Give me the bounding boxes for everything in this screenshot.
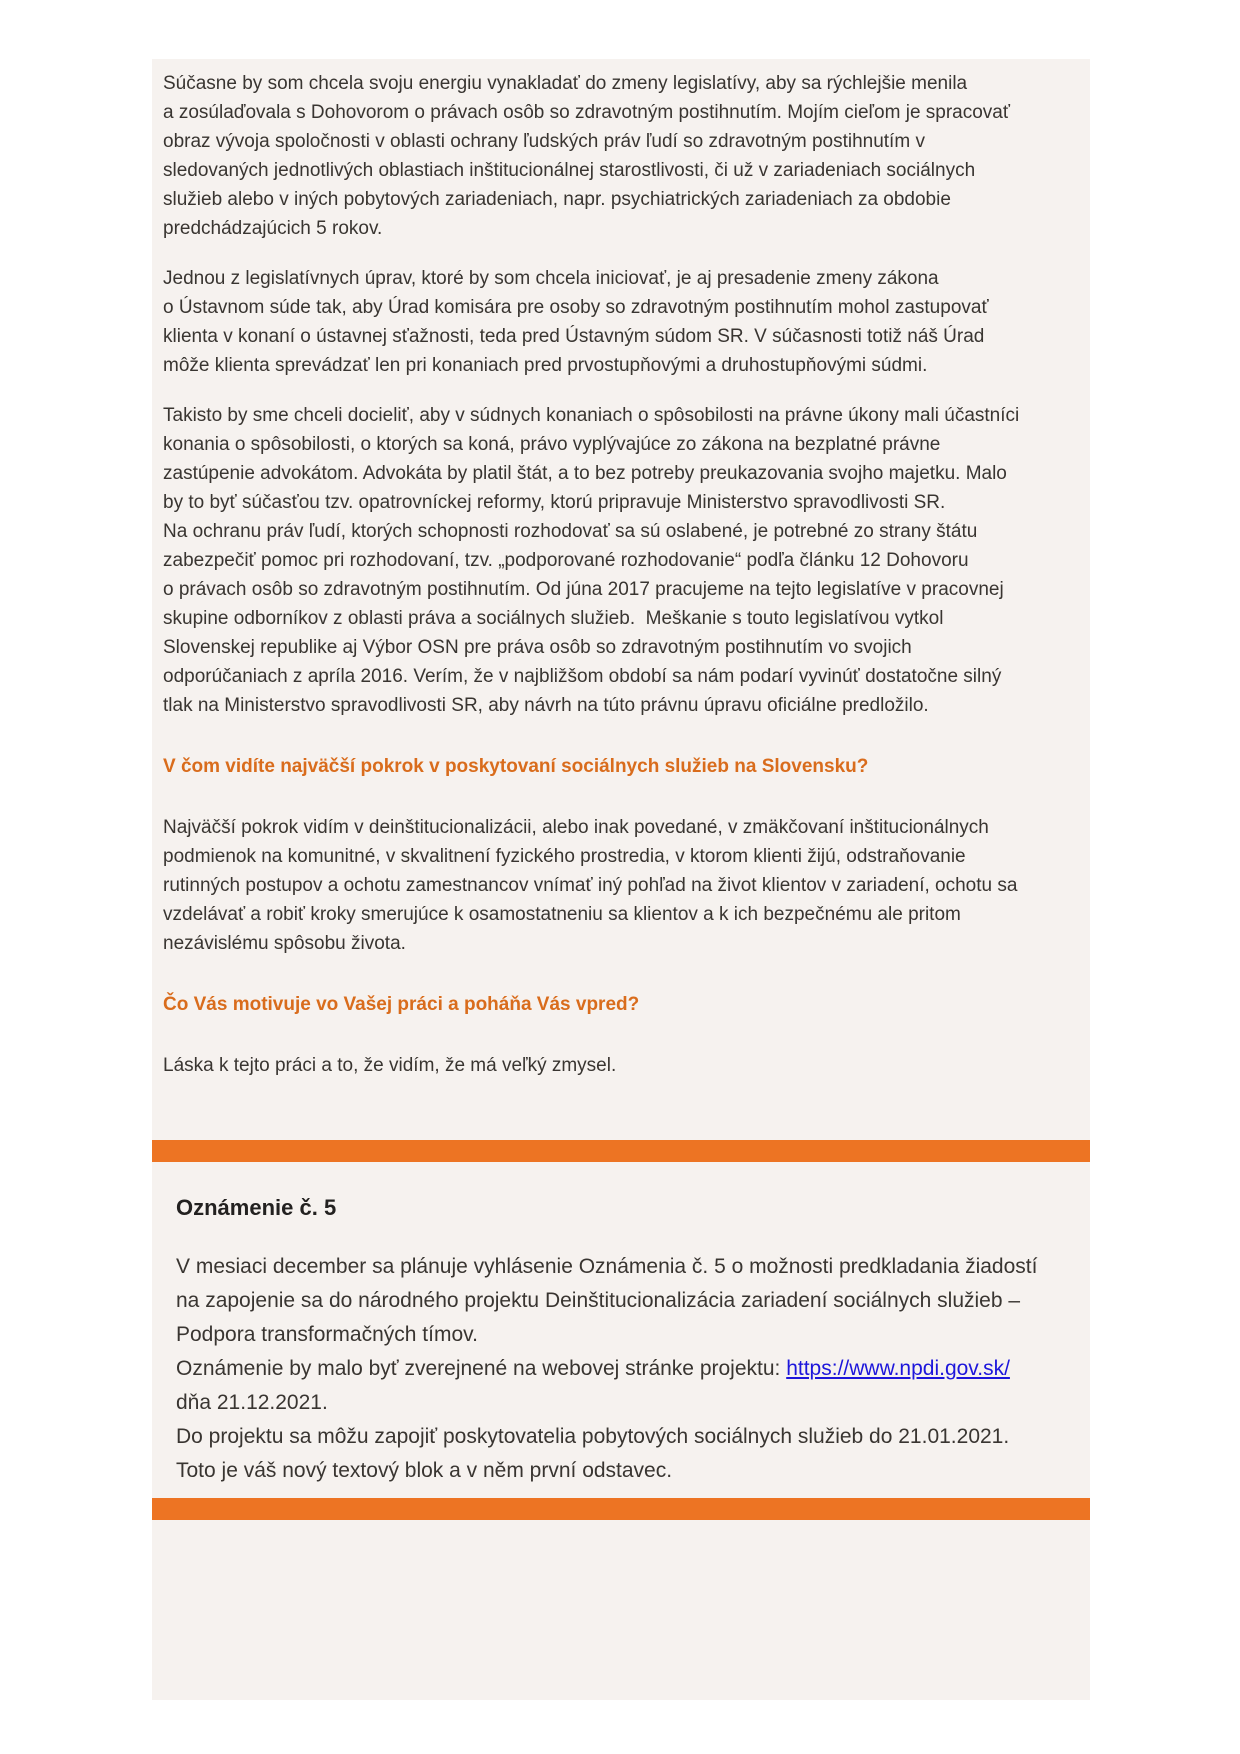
announcement-line [176, 1454, 1070, 1488]
paragraph [163, 69, 1070, 243]
text-line: zabezpečiť pomoc pri rozhodovaní, tzv. „podporované rozhodovanie“ podľa článku 12 Dohovoru [163, 550, 969, 571]
text-line: Takisto by sme chceli docieliť, aby v súdnych konaniach o spôsobilosti na právne úkony mali účastníci [163, 405, 1020, 426]
text-line: Najväčší pokrok vidím v deinštitucionalizácii, alebo inak povedané, v zmäkčovaní inštitucionálnych [163, 817, 989, 838]
text-line: Slovenskej republike aj Výbor OSN pre práva osôb so zdravotným postihnutím vo svojich [163, 637, 912, 658]
text-line: tlak na Ministerstvo spravodlivosti SR, aby návrh na túto právnu úpravu oficiálne predložilo. [163, 695, 929, 716]
orange-divider-bottom [152, 1498, 1090, 1520]
text-line: o Ústavnom súde tak, aby Úrad komisára pre osoby so zdravotným postihnutím mohol zastupovať [163, 297, 989, 318]
text-line: konania o spôsobilosti, o ktorých sa koná, právo vyplývajúce zo zákona na bezplatné právne [163, 434, 941, 455]
text-line: služieb alebo v iných pobytových zariadeniach, napr. psychiatrických zariadeniach za obdobie [163, 189, 951, 210]
text-line: sledovaných jednotlivých oblastiach inštitucionálnej starostlivosti, či už v zariadeniach sociálnych [163, 160, 976, 181]
question-heading: V čom vidíte najväčší pokrok v poskytovaní sociálnych služieb na Slovensku? [163, 756, 869, 777]
announcement-text: V mesiaci december sa plánuje vyhlásenie Oznámenia č. 5 o možnosti predkladania žiadostí [176, 1255, 1038, 1278]
paragraph [163, 1051, 1070, 1080]
text-line: by to byť súčasťou tzv. opatrovníckej reformy, ktorú pripravuje Ministerstvo spravodlivosti SR. [163, 492, 946, 513]
text-line: vzdelávať a robiť kroky smerujúce k osamostatneniu sa klientov a k ich bezpečnému ale pritom [163, 904, 961, 925]
text-line: a zosúlaďovala s Dohovorom o právach osôb so zdravotným postihnutím. Mojím cieľom je spracovať [163, 102, 1011, 123]
text-line: Jednou z legislatívnych úprav, ktoré by som chcela iniciovať, je aj presadenie zmeny zákona [163, 268, 939, 289]
text-line: môže klienta sprevádzať len pri konaniach pred prvostupňovými a druhostupňovými súdmi. [163, 355, 928, 376]
question-heading: Čo Vás motivuje vo Vašej práci a poháňa Vás vpred? [163, 994, 640, 1015]
text-line: o právach osôb so zdravotným postihnutím. Od júna 2017 pracujeme na tejto legislatíve v pracovnej [163, 579, 1004, 600]
text-line: Súčasne by som chcela svoju energiu vynakladať do zmeny legislatívy, aby sa rýchlejšie menila [163, 73, 968, 94]
content-column [152, 59, 1090, 1700]
announcement-line [176, 1386, 1070, 1420]
announcement-text: Do projektu sa môžu zapojiť poskytovatelia pobytových sociálnych služieb do 21.01.2021. [176, 1425, 1010, 1448]
announcement-line [176, 1250, 1070, 1284]
text-line: Láska k tejto práci a to, že vidím, že má veľký zmysel. [163, 1055, 617, 1076]
announcement-line [176, 1284, 1070, 1318]
orange-divider-top [152, 1140, 1090, 1162]
announcement-line [176, 1318, 1070, 1352]
announcement-line [176, 1352, 1070, 1386]
announcement-text: na zapojenie sa do národného projektu Deinštitucionalizácia zariadení sociálnych služieb – [176, 1289, 1021, 1312]
paragraph [163, 264, 1070, 380]
announcement-text: Toto je váš nový textový blok a v něm první odstavec. [176, 1459, 673, 1482]
announcement-text: dňa 21.12.2021. [176, 1391, 328, 1414]
text-line: zastúpenie advokátom. Advokáta by platil štát, a to bez potreby preukazovania svojho majetku. Malo [163, 463, 1007, 484]
text-line: obraz vývoja spoločnosti v oblasti ochrany ľudských práv ľudí so zdravotným postihnutím v [163, 131, 925, 152]
text-line: rutinných postupov a ochotu zamestnancov vnímať iný pohľad na život klientov v zariadení, ochotu sa [163, 875, 1018, 896]
text-line: Na ochranu práv ľudí, ktorých schopnosti rozhodovať sa sú oslabené, je potrebné zo strany štátu [163, 521, 978, 542]
paragraph [163, 401, 1070, 720]
announcement-line [176, 1420, 1070, 1454]
text-line: klienta v konaní o ústavnej sťažnosti, teda pred Ústavným súdom SR. V súčasnosti totiž náš Úrad [163, 326, 985, 347]
announcement-section [152, 1162, 1090, 1488]
npdi-link[interactable]: https://www.npdi.gov.sk/ [786, 1357, 1010, 1380]
text-line: odporúčaniach z apríla 2016. Verím, že v najbližšom období sa nám podarí vyvinúť dostatočne silný [163, 666, 1002, 687]
text-line: nezávislému spôsobu života. [163, 933, 406, 954]
announcement-text: Podpora transformačných tímov. [176, 1323, 478, 1346]
announcement-body [176, 1250, 1070, 1488]
interview-section [152, 59, 1090, 1080]
paragraph [163, 813, 1070, 958]
text-line: podmienok na komunitné, v skvalitnení fyzického prostredia, v ktorom klienti žijú, odstraňovanie [163, 846, 966, 867]
announcement-title: Oznámenie č. 5 [176, 1195, 337, 1220]
text-line: skupine odborníkov z oblasti práva a sociálnych služieb. Meškanie s touto legislatívou vytkol [163, 608, 944, 629]
announcement-text: Oznámenie by malo byť zverejnené na webovej stránke projektu: [176, 1357, 787, 1380]
text-line: predchádzajúcich 5 rokov. [163, 218, 383, 239]
